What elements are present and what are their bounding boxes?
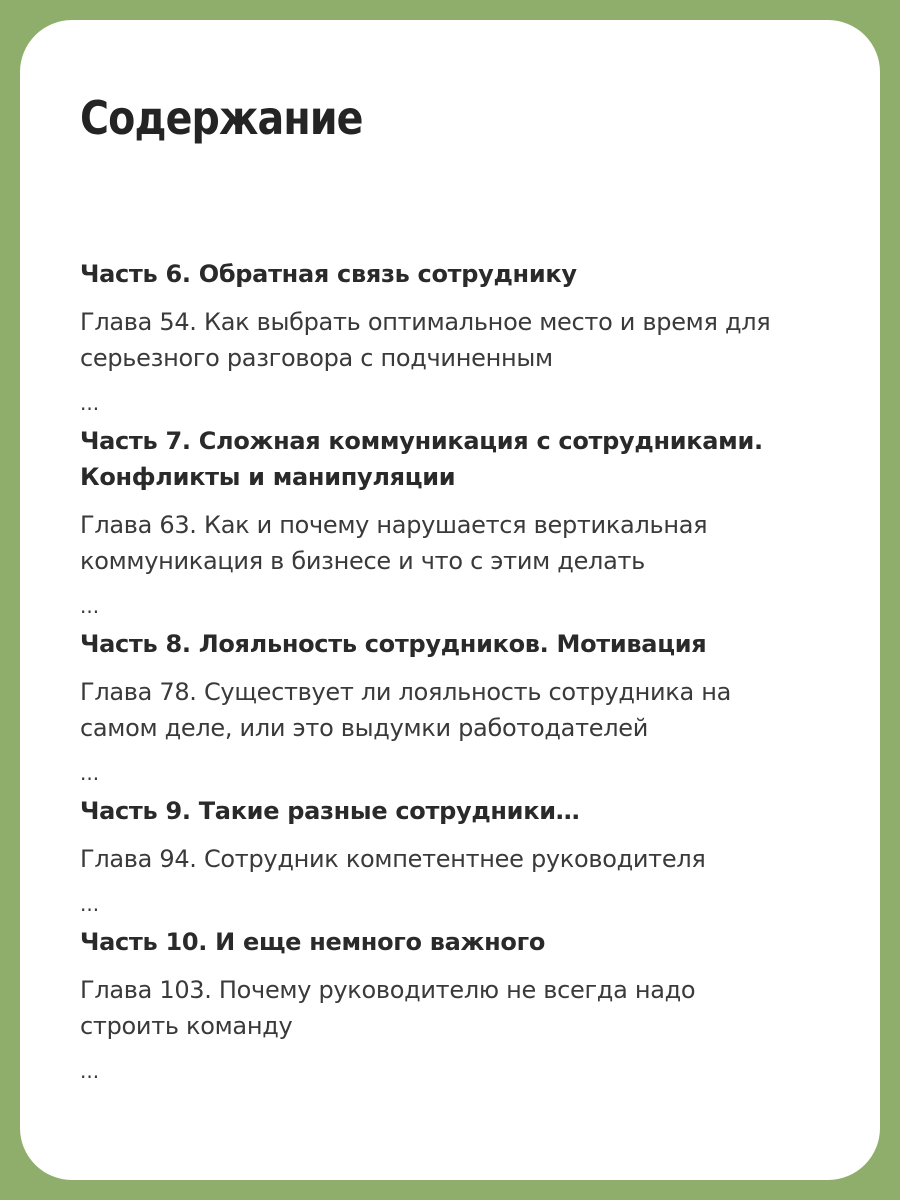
contents-card — [20, 20, 880, 1180]
part-heading: Часть 9. Такие разные сотрудники… — [80, 797, 580, 825]
chapter-entry: Глава 94. Сотрудник компетентнее руководителя — [80, 845, 706, 873]
page-title: Содержание — [80, 91, 363, 145]
toc-section-part-7 — [80, 423, 840, 618]
chapter-entry: Глава 54. Как выбрать оптимальное место и время для серьезного разговора с подчиненным — [80, 308, 771, 372]
ellipsis-marker: ... — [80, 761, 100, 785]
toc-section-part-8 — [80, 626, 840, 785]
ellipsis-marker: ... — [80, 892, 100, 916]
table-of-contents — [80, 256, 840, 1083]
part-heading: Часть 8. Лояльность сотрудников. Мотивация — [80, 630, 707, 658]
chapter-entry: Глава 63. Как и почему нарушается вертикальная коммуникация в бизнесе и что с этим делать — [80, 511, 708, 575]
ellipsis-marker: ... — [80, 594, 100, 618]
chapter-entry: Глава 103. Почему руководителю не всегда надо строить команду — [80, 976, 696, 1040]
ellipsis-marker: ... — [80, 1059, 100, 1083]
part-heading: Часть 6. Обратная связь сотруднику — [80, 260, 577, 288]
ellipsis-marker: ... — [80, 391, 100, 415]
toc-section-part-10 — [80, 924, 840, 1083]
toc-section-part-6 — [80, 256, 840, 415]
toc-section-part-9 — [80, 793, 840, 916]
chapter-entry: Глава 78. Существует ли лояльность сотрудника на самом деле, или это выдумки работодателей — [80, 678, 732, 742]
part-heading: Часть 10. И еще немного важного — [80, 928, 546, 956]
part-heading: Часть 7. Сложная коммуникация с сотрудниками. Конфликты и манипуляции — [80, 427, 763, 491]
